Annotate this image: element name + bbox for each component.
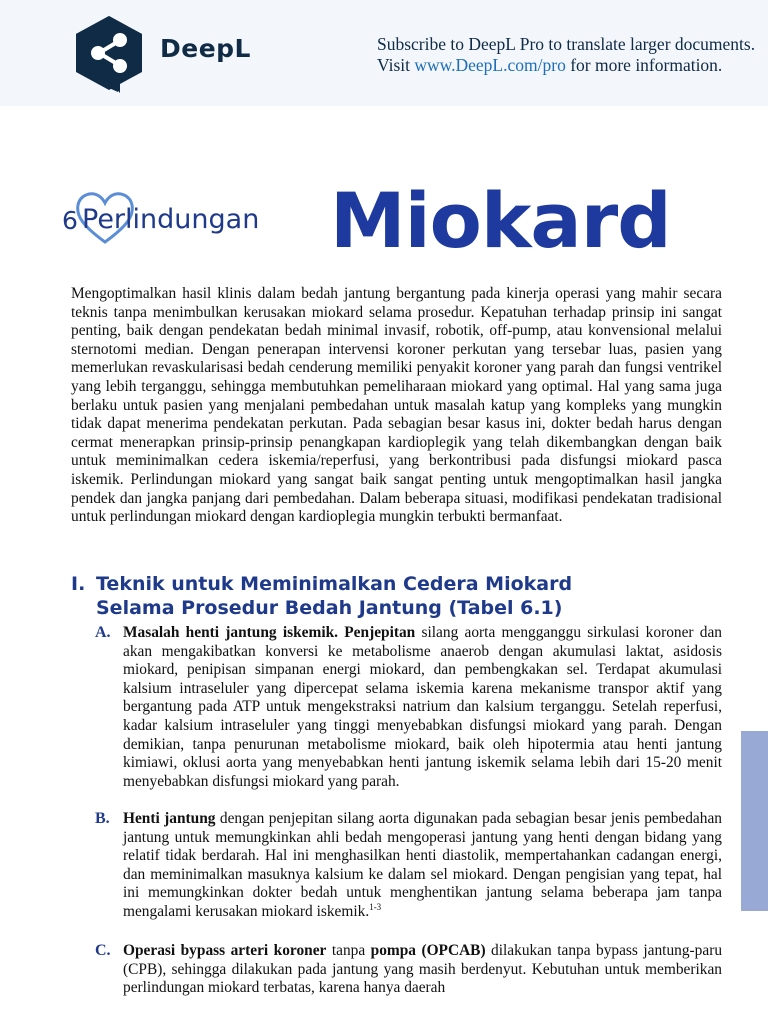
chapter-number: 6 <box>62 206 78 235</box>
section-title-line-2: Selama Prosedur Bedah Jantung (Tabel 6.1) <box>96 597 563 619</box>
deepl-banner <box>0 0 768 106</box>
promo-suffix: for more information. <box>565 55 723 75</box>
list-letter: A. <box>95 624 111 641</box>
chapter-title: Perlindungan <box>82 204 260 235</box>
list-item-b <box>95 810 722 922</box>
item-lead-2: pompa (OPCAB) <box>370 942 486 959</box>
promo-link[interactable]: www.DeepL.com/pro <box>414 55 566 75</box>
list-letter: C. <box>95 942 111 959</box>
item-lead-2: Penjepitan <box>338 624 416 641</box>
promo-line-1: Subscribe to DeepL Pro to translate larger documents. <box>377 34 756 54</box>
list-item-body <box>123 624 722 791</box>
deepl-logo-icon[interactable] <box>72 14 146 94</box>
list-item-body <box>123 810 722 922</box>
item-text: dengan penjepitan silang aorta digunakan pada sebagian besar jenis pembedahan jantung untuk memungkinkan ahli bedah mengoperasi jantung yang henti dengan bidang yang relatif tidak berdarah. Hal ini menghasilkan henti diastolik, mempertahankan cadangan energi, dan meminimalkan masuknya kalsium ke dalam sel miokard. Dengan pengisian yang tepat, hal ini memungkinkan dokter bedah untuk menghentikan jantung selama beberapa jam tanpa mengalami kerusakan miokard iskemik. <box>123 810 722 920</box>
item-lead: Operasi bypass arteri koroner <box>123 942 327 959</box>
list-item-a <box>95 624 722 791</box>
section-title-line-1: Teknik untuk Meminimalkan Cedera Miokard <box>96 573 573 595</box>
section-heading <box>71 572 711 620</box>
item-lead: Henti jantung <box>123 810 216 827</box>
deepl-logo-text[interactable]: DeepL <box>160 34 251 63</box>
list-letter: B. <box>95 810 110 827</box>
side-tab-marker <box>741 731 768 911</box>
promo-text <box>377 34 768 76</box>
chapter-heading: Miokard <box>330 176 671 265</box>
citation-superscript: 1-3 <box>369 901 382 912</box>
item-mid: tanpa <box>326 942 371 959</box>
list-item-c <box>95 942 722 998</box>
promo-line-2 <box>377 55 768 76</box>
section-number: I. <box>71 573 86 595</box>
promo-prefix: Visit <box>377 55 415 75</box>
list-item-body <box>123 942 722 998</box>
item-text: dilakukan tanpa bypass jantung-paru (CPB), sehingga dilakukan pada jantung yang masih berdenyut. Kebutuhan untuk memberikan perlindungan miokard terbatas, karena hanya daerah <box>123 942 723 997</box>
intro-paragraph: Mengoptimalkan hasil klinis dalam bedah jantung bergantung pada kinerja operasi yang mahir secara teknis tanpa menimbulkan kerusakan miokard selama prosedur. Kepatuhan terhadap prinsip ini sangat penting, baik dengan pendekatan bedah minimal invasif, robotik, off-pump, atau konvensional melalui sternotomi median. Dengan penerapan intervensi koroner perkutan yang tersebar luas, pasien yang memerlukan revaskularisasi bedah cenderung memiliki penyakit koroner yang parah dan fungsi ventrikel yang lebih terganggu, sehingga membutuhkan pemeliharaan miokard yang optimal. Hal yang sama juga berlaku untuk pasien yang menjalani pembedahan untuk masalah katup yang kompleks yang mungkin tidak dapat menerima pendekatan perkutan. Pada sebagian besar kasus ini, dokter bedah harus dengan cermat menerapkan prinsip-prinsip penangkapan kardioplegik yang telah dikembangkan dengan baik untuk meminimalkan cedera iskemia/reperfusi, yang berkontribusi pada disfungsi miokard pasca iskemik. Perlindungan miokard yang sangat baik sangat penting untuk mengoptimalkan hasil jangka pendek dan jangka panjang dari pembedahan. Dalam beberapa situasi, modifikasi pendekatan tradisional untuk perlindungan miokard dengan kardioplegia mungkin terbukti bermanfaat. <box>71 285 722 526</box>
item-text: silang aorta mengganggu sirkulasi koroner dan akan mengakibatkan konversi ke metabolisme anaerob dengan akumulasi laktat, asidosis miokard, penipisan simpanan energi miokard, dan pembengkakan sel. Terdapat akumulasi kalsium intraseluler yang dipercepat selama iskemia karena mekanisme transpor aktif yang bergantung pada ATP untuk mengekstraksi natrium dan kalsium terganggu. Setelah reperfusi, kadar kalsium intraseluler yang tinggi menyebabkan disfungsi miokard yang parah. Dengan demikian, tanpa penurunan metabolisme miokard, baik oleh hipotermia atau henti jantung kimiawi, oklusi aorta yang menyebabkan henti jantung iskemik selama lebih dari 15-20 menit menyebabkan disfungsi miokard yang parah. <box>123 624 723 790</box>
item-lead: Masalah henti jantung iskemik. <box>123 624 339 641</box>
